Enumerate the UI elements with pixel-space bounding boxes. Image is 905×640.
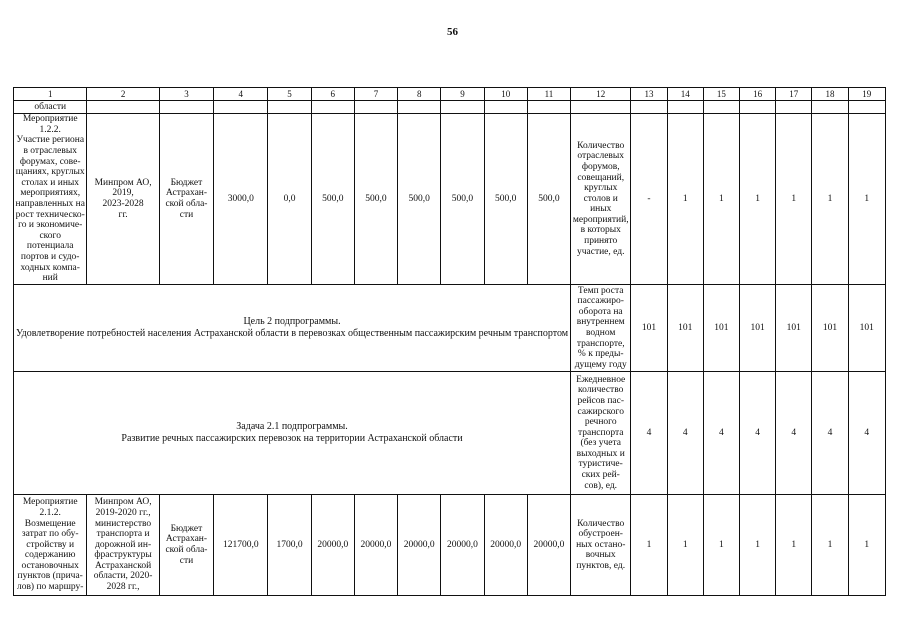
column-number-row: [14, 88, 886, 101]
col-header: 17: [776, 88, 812, 101]
target-value-cell: 1: [703, 495, 739, 596]
target-value-cell: 1: [667, 114, 703, 285]
target-value-cell: 1: [848, 114, 885, 285]
executor-cell: Минпром АО, 2019-2020 гг., министерство транспорта и дорожной ин- фраструктуры Астраханской области, 2020- 2028 гг.,: [87, 495, 159, 596]
funding-value-cell: 20000,0: [441, 495, 484, 596]
funding-value-cell: 20000,0: [527, 495, 570, 596]
target-value-cell: 1: [740, 114, 776, 285]
target-value-cell: 1: [848, 495, 885, 596]
target-value-cell: 101: [667, 285, 703, 372]
funding-value-cell: 500,0: [311, 114, 354, 285]
empty-cell: [848, 101, 885, 114]
target-value-cell: -: [631, 114, 667, 285]
target-value-cell: 1: [812, 495, 848, 596]
empty-cell: [441, 101, 484, 114]
col-header: 7: [354, 88, 397, 101]
col-header: 11: [527, 88, 570, 101]
funding-value-cell: 500,0: [441, 114, 484, 285]
col-header: 1: [14, 88, 87, 101]
empty-cell: [311, 101, 354, 114]
empty-cell: [214, 101, 268, 114]
empty-cell: [354, 101, 397, 114]
target-value-cell: 101: [812, 285, 848, 372]
funding-source-cell: Бюджет Астрахан- ской обла- сти: [159, 495, 213, 596]
funding-value-cell: 20000,0: [311, 495, 354, 596]
funding-value-cell: 20000,0: [398, 495, 441, 596]
empty-cell: [812, 101, 848, 114]
col-header: 4: [214, 88, 268, 101]
empty-cell: [571, 101, 631, 114]
table-row: [14, 285, 886, 372]
table-row: [14, 372, 886, 495]
col-header: 13: [631, 88, 667, 101]
target-value-cell: 101: [848, 285, 885, 372]
target-value-cell: 101: [703, 285, 739, 372]
task-cell: Задача 2.1 подпрограммы. Развитие речных пассажирских перевозок на территории Астраханской области: [14, 372, 571, 495]
target-value-cell: 1: [740, 495, 776, 596]
table-row: [14, 114, 886, 285]
col-header: 14: [667, 88, 703, 101]
target-value-cell: 1: [776, 114, 812, 285]
target-value-cell: 1: [776, 495, 812, 596]
funding-value-cell: 3000,0: [214, 114, 268, 285]
col-header: 15: [703, 88, 739, 101]
empty-cell: [484, 101, 527, 114]
empty-cell: [87, 101, 159, 114]
target-value-cell: 101: [631, 285, 667, 372]
indicator-cell: Темп роста пассажиро- оборота на внутреннем водном транспорте, % к преды- дущему году: [571, 285, 631, 372]
target-value-cell: 4: [667, 372, 703, 495]
col-header: 12: [571, 88, 631, 101]
continuation-row: [14, 101, 886, 114]
col-header: 5: [268, 88, 311, 101]
col-header: 19: [848, 88, 885, 101]
empty-cell: [631, 101, 667, 114]
empty-cell: [268, 101, 311, 114]
measure-name-cell: Мероприятие 1.2.2. Участие региона в отраслевых форумах, сове- щаниях, круглых столах и иных мероприятиях, направленных на рост техническо- го и экономиче- ского потенциала портов и судо- ходных компа- ний: [15, 114, 85, 284]
col-header: 6: [311, 88, 354, 101]
indicator-cell: Ежедневное количество рейсов пас- сажирского речного транспорта (без учета выходных и туристиче- ских рей- сов), ед.: [571, 372, 631, 495]
target-value-cell: 1: [631, 495, 667, 596]
empty-cell: [703, 101, 739, 114]
col-header: 16: [740, 88, 776, 101]
funding-value-cell: 500,0: [398, 114, 441, 285]
target-value-cell: 101: [740, 285, 776, 372]
col-header: 2: [87, 88, 159, 101]
page-number: 56: [447, 26, 458, 38]
empty-cell: [159, 101, 213, 114]
empty-cell: [398, 101, 441, 114]
col-header: 9: [441, 88, 484, 101]
funding-value-cell: 1700,0: [268, 495, 311, 596]
executor-cell: Минпром АО, 2019, 2023-2028 гг.: [87, 114, 159, 285]
goal-cell: Цель 2 подпрограммы. Удовлетворение потребностей населения Астраханской области в перевозках общественным пассажирским речным транспортом: [14, 285, 571, 372]
target-value-cell: 4: [848, 372, 885, 495]
target-value-cell: 1: [667, 495, 703, 596]
measure-name-cell: Мероприятие 2.1.2. Возмещение затрат по обу- стройству и содержанию остановочных пунктов (прича- лов) по маршру-: [14, 495, 87, 596]
col-header: 8: [398, 88, 441, 101]
col-header: 18: [812, 88, 848, 101]
funding-value-cell: 500,0: [527, 114, 570, 285]
target-value-cell: 4: [812, 372, 848, 495]
program-table: [13, 87, 886, 596]
empty-cell: [527, 101, 570, 114]
empty-cell: [740, 101, 776, 114]
funding-value-cell: 500,0: [484, 114, 527, 285]
empty-cell: [667, 101, 703, 114]
target-value-cell: 4: [740, 372, 776, 495]
indicator-cell: Количество отраслевых форумов, совещаний, круглых столов и иных мероприятий, в которых принято участие, ед.: [571, 114, 631, 285]
target-value-cell: 4: [776, 372, 812, 495]
target-value-cell: 4: [703, 372, 739, 495]
funding-value-cell: 20000,0: [484, 495, 527, 596]
target-value-cell: 1: [703, 114, 739, 285]
target-value-cell: 4: [631, 372, 667, 495]
funding-source-cell: Бюджет Астрахан- ской обла- сти: [159, 114, 213, 285]
funding-value-cell: 20000,0: [354, 495, 397, 596]
target-value-cell: 101: [776, 285, 812, 372]
target-value-cell: 1: [812, 114, 848, 285]
empty-cell: [776, 101, 812, 114]
continuation-cell: области: [14, 101, 87, 114]
col-header: 3: [159, 88, 213, 101]
funding-value-cell: 500,0: [354, 114, 397, 285]
col-header: 10: [484, 88, 527, 101]
funding-value-cell: 0,0: [268, 114, 311, 285]
indicator-cell: Количество обустроен- ных остано- вочных пунктов, ед.: [571, 495, 631, 596]
funding-value-cell: 121700,0: [214, 495, 268, 596]
table-row: [14, 495, 886, 596]
